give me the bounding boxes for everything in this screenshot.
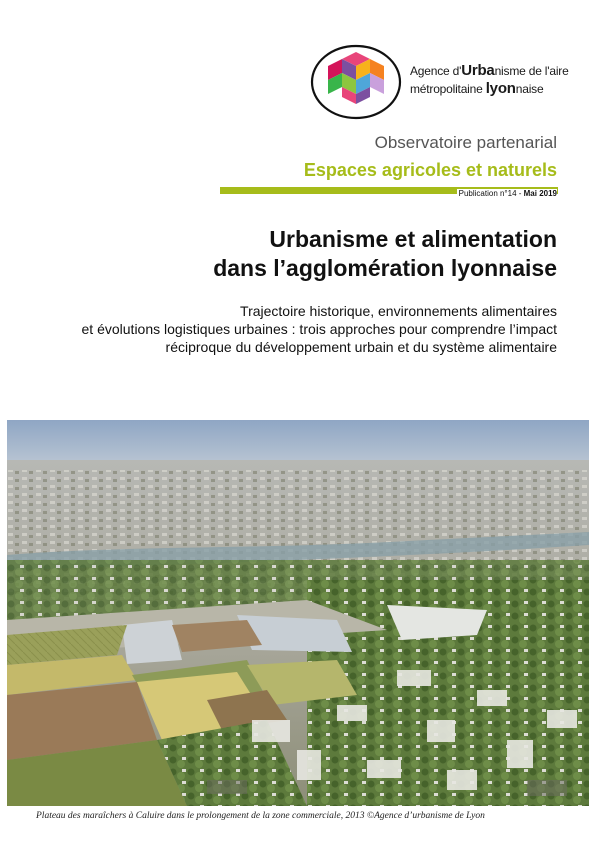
agency-name-accent: Urba (461, 62, 495, 79)
document-subtitle-line1: Trajectoire historique, environnements alimentaires (240, 303, 557, 319)
agency-logo (310, 40, 590, 120)
document-title (57, 225, 557, 283)
observatory-subtitle: Espaces agricoles et naturels (303, 160, 557, 180)
cube-mosaic-logo-icon (310, 40, 402, 120)
document-title-line2: dans l’agglomération lyonnaise (213, 255, 557, 281)
document-subtitle (17, 302, 557, 356)
agency-name-suffix: nisme de l'aire (494, 64, 569, 78)
agency-name-line2 (410, 80, 543, 97)
publication-number: Publication n°14 - (458, 189, 524, 198)
agency-region-suffix: naise (515, 82, 544, 96)
photo-caption: Plateau des maraîchers à Caluire dans le prolongement de la zone commerciale, 2013 ©Agence d’urbanisme de Lyon (36, 811, 485, 821)
aerial-photo (7, 420, 589, 806)
agency-region-accent: lyon (485, 80, 516, 97)
document-subtitle-line2: et évolutions logistiques urbaines : trois approches pour comprendre l’impact (81, 321, 557, 337)
document-title-line1: Urbanisme et alimentation (269, 226, 557, 252)
observatory-title: Observatoire partenarial (374, 133, 557, 152)
publication-date: Mai 2019 (523, 189, 557, 198)
publication-info (457, 189, 557, 198)
document-subtitle-line3: réciproque du développement urbain et du système alimentaire (165, 339, 557, 355)
agency-name-prefix: Agence d' (410, 64, 462, 78)
agency-region-prefix: métropolitaine (410, 82, 486, 96)
agency-name-line1 (410, 62, 569, 79)
